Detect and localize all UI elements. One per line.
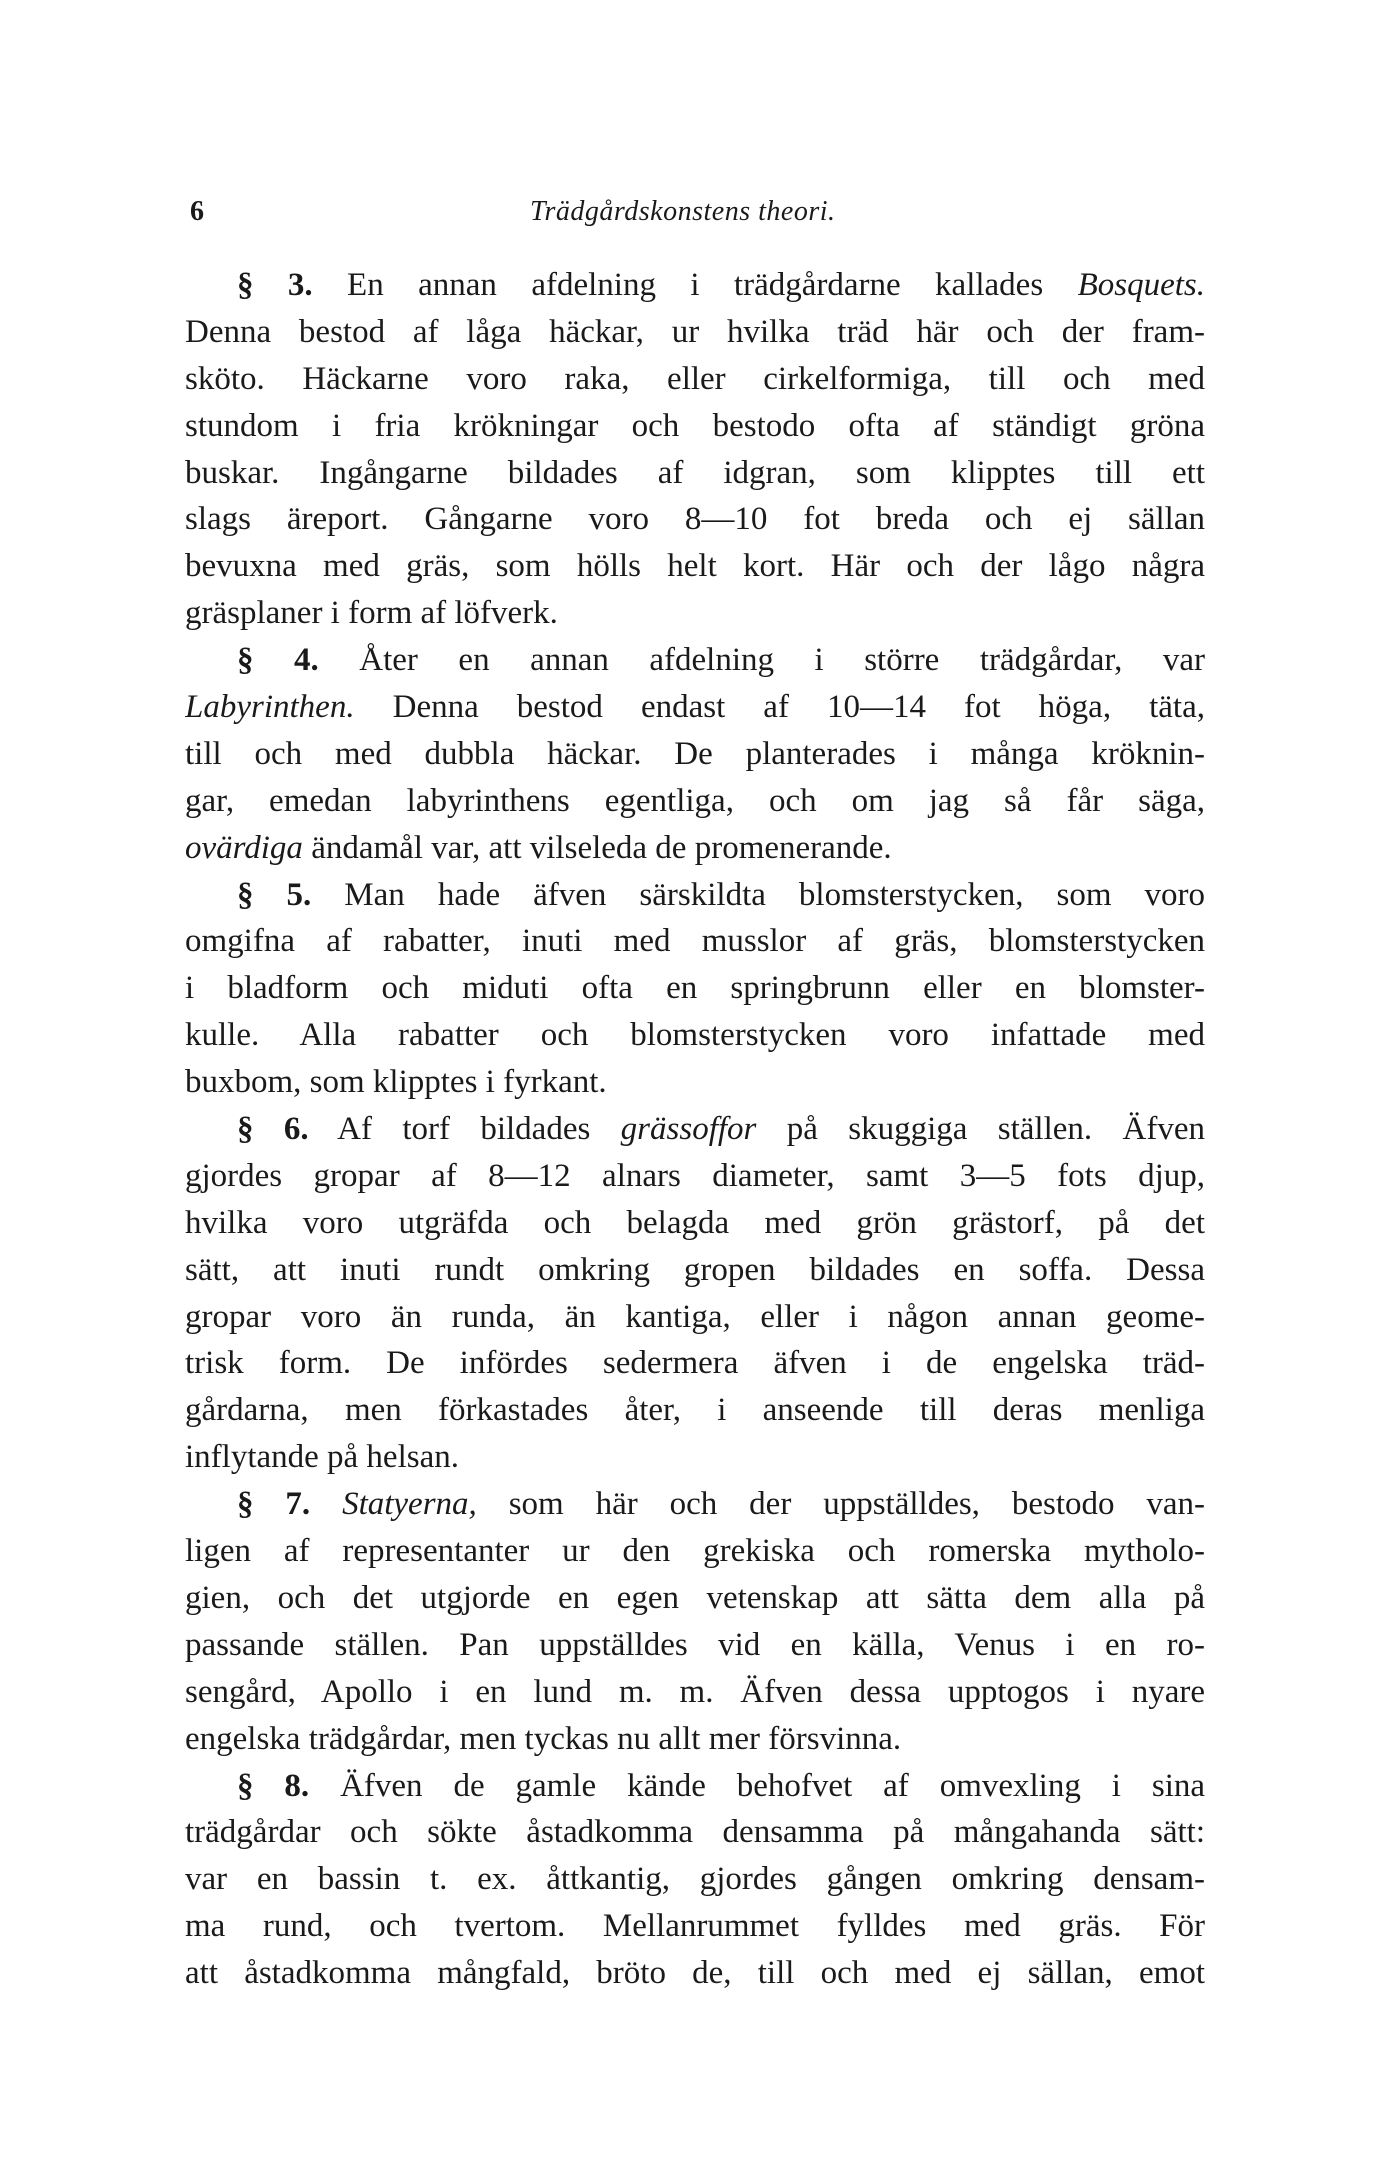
text-line — [185, 1622, 1205, 1669]
paragraph — [185, 1481, 1205, 1762]
section-number: § 6. — [237, 1111, 309, 1148]
text-line — [185, 1575, 1205, 1622]
text-line — [185, 262, 1205, 309]
text-run: gräsplaner i form af löfverk. — [185, 595, 558, 632]
emphasized-term: grässoffor — [620, 1111, 757, 1148]
text-run: ändamål var, att vilseleda de promenerande. — [302, 829, 892, 866]
text-run: omgifna af rabatter, inuti med musslor af gräs, blomsterstycken — [185, 923, 1205, 960]
emphasized-term: ovärdiga — [185, 829, 303, 866]
text-line — [185, 543, 1205, 590]
text-line — [185, 590, 1205, 637]
text-run: gar, emedan labyrinthens egentliga, och om jag så får säga, — [185, 782, 1205, 819]
text-line — [185, 1481, 1205, 1528]
paragraph — [185, 262, 1205, 637]
text-run: i bladform och miduti ofta en springbrunn eller en blomster- — [185, 970, 1205, 1007]
text-line — [185, 1059, 1205, 1106]
text-line — [185, 1763, 1205, 1810]
section-number: § 8. — [237, 1767, 310, 1804]
text-run — [310, 1486, 342, 1522]
text-run: En annan afdelning i trädgårdarne kallades — [312, 267, 1078, 303]
text-line — [185, 778, 1205, 825]
text-run: Denna bestod endast af 10—14 fot höga, täta, — [354, 689, 1205, 726]
text-line — [185, 1856, 1205, 1903]
text-run: bevuxna med gräs, som hölls helt kort. Här och der lågo några — [185, 548, 1205, 585]
text-run: Åter en annan afdelning i större trädgårdar, var — [318, 642, 1205, 679]
text-run: på skuggiga ställen. Äfven — [756, 1111, 1205, 1148]
text-line — [185, 1012, 1205, 1059]
section-number: § 3. — [237, 267, 313, 303]
text-run: sätt, att inuti rundt omkring gropen bildades en soffa. Dessa — [185, 1251, 1205, 1288]
text-line — [185, 309, 1205, 356]
text-run: gropar voro än runda, än kantiga, eller i någon annan geome- — [185, 1298, 1205, 1335]
text-run: till och med dubbla häckar. De planterades i många kröknin- — [185, 735, 1205, 772]
text-line — [185, 1434, 1205, 1481]
section-number: § 7. — [237, 1486, 311, 1523]
text-run: gjordes gropar af 8—12 alnars diameter, samt 3—5 fots djup, — [185, 1157, 1205, 1194]
text-line — [185, 731, 1205, 778]
body-text — [185, 262, 1205, 1997]
running-title: Trädgårdskonstens theori. — [530, 196, 836, 227]
text-run: trädgårdar och sökte åstadkomma densamma på mångahanda sätt: — [185, 1814, 1205, 1851]
text-run: buskar. Ingångarne bildades af idgran, som klipptes till ett — [185, 454, 1205, 491]
text-line — [185, 1387, 1205, 1434]
paragraph — [185, 1106, 1205, 1481]
text-line — [185, 1809, 1205, 1856]
emphasized-term: Bosquets. — [1077, 267, 1205, 303]
text-line — [185, 1340, 1205, 1387]
running-head — [190, 196, 1210, 236]
text-run: hvilka voro utgräfda och belagda med grön grästorf, på det — [185, 1204, 1205, 1241]
emphasized-term: Labyrinthen. — [185, 689, 355, 726]
text-line — [185, 1716, 1205, 1763]
text-line — [185, 1200, 1205, 1247]
text-line — [185, 496, 1205, 543]
text-line — [185, 356, 1205, 403]
page-number: 6 — [190, 196, 204, 227]
text-run: var en bassin t. ex. åttkantig, gjordes gången omkring densam- — [185, 1861, 1205, 1898]
text-line — [185, 1950, 1205, 1997]
section-number: § 5. — [237, 876, 312, 913]
text-run: Denna bestod af låga häckar, ur hvilka träd här och der fram- — [185, 313, 1205, 350]
text-line — [185, 1528, 1205, 1575]
text-run: Af torf bildades — [308, 1111, 621, 1148]
text-run: trisk form. De infördes sedermera äfven i de engelska träd- — [185, 1345, 1205, 1382]
text-line — [185, 403, 1205, 450]
text-run: som här och der uppställdes, bestodo van- — [476, 1486, 1205, 1523]
text-line — [185, 684, 1205, 731]
paragraph — [185, 872, 1205, 1106]
text-run: gårdarna, men förkastades åter, i anseende till deras menliga — [185, 1392, 1205, 1429]
text-line — [185, 1247, 1205, 1294]
text-run: slags äreport. Gångarne voro 8—10 fot breda och ej sällan — [185, 501, 1205, 538]
text-run: buxbom, som klipptes i fyrkant. — [185, 1064, 607, 1101]
text-line — [185, 450, 1205, 497]
paragraph — [185, 637, 1205, 871]
text-line — [185, 872, 1205, 919]
text-line — [185, 918, 1205, 965]
text-line — [185, 1153, 1205, 1200]
text-line — [185, 1294, 1205, 1341]
text-run: sengård, Apollo i en lund m. m. Äfven dessa upptogos i nyare — [185, 1673, 1205, 1710]
text-run: kulle. Alla rabatter och blomsterstycken voro infattade med — [185, 1017, 1205, 1054]
section-number: § 4. — [237, 642, 319, 679]
text-run: stundom i fria krökningar och bestodo ofta af ständigt gröna — [185, 407, 1205, 444]
text-run: inflytande på helsan. — [185, 1439, 459, 1476]
emphasized-term: Statyerna, — [342, 1486, 477, 1523]
text-run: att åstadkomma mångfald, bröto de, till och med ej sällan, emot — [185, 1955, 1205, 1992]
text-run: passande ställen. Pan uppställdes vid en källa, Venus i en ro- — [185, 1626, 1205, 1663]
text-run: gien, och det utgjorde en egen vetenskap att sätta dem alla på — [185, 1579, 1205, 1616]
text-line — [185, 1106, 1205, 1153]
text-run: ma rund, och tvertom. Mellanrummet fylldes med gräs. För — [185, 1908, 1205, 1945]
text-run: engelska trädgårdar, men tyckas nu allt mer försvinna. — [185, 1720, 902, 1757]
text-line — [185, 637, 1205, 684]
text-line — [185, 825, 1205, 872]
text-run: Man hade äfven särskildta blomsterstycken, som voro — [311, 876, 1205, 913]
text-line — [185, 1903, 1205, 1950]
text-line — [185, 965, 1205, 1012]
text-run: Äfven de gamle kände behofvet af omvexling i sina — [309, 1767, 1205, 1804]
text-run: sköto. Häckarne voro raka, eller cirkelformiga, till och med — [185, 360, 1205, 397]
text-run: ligen af representanter ur den grekiska och romerska mytholo- — [185, 1533, 1205, 1570]
paragraph — [185, 1763, 1205, 1997]
text-line — [185, 1669, 1205, 1716]
